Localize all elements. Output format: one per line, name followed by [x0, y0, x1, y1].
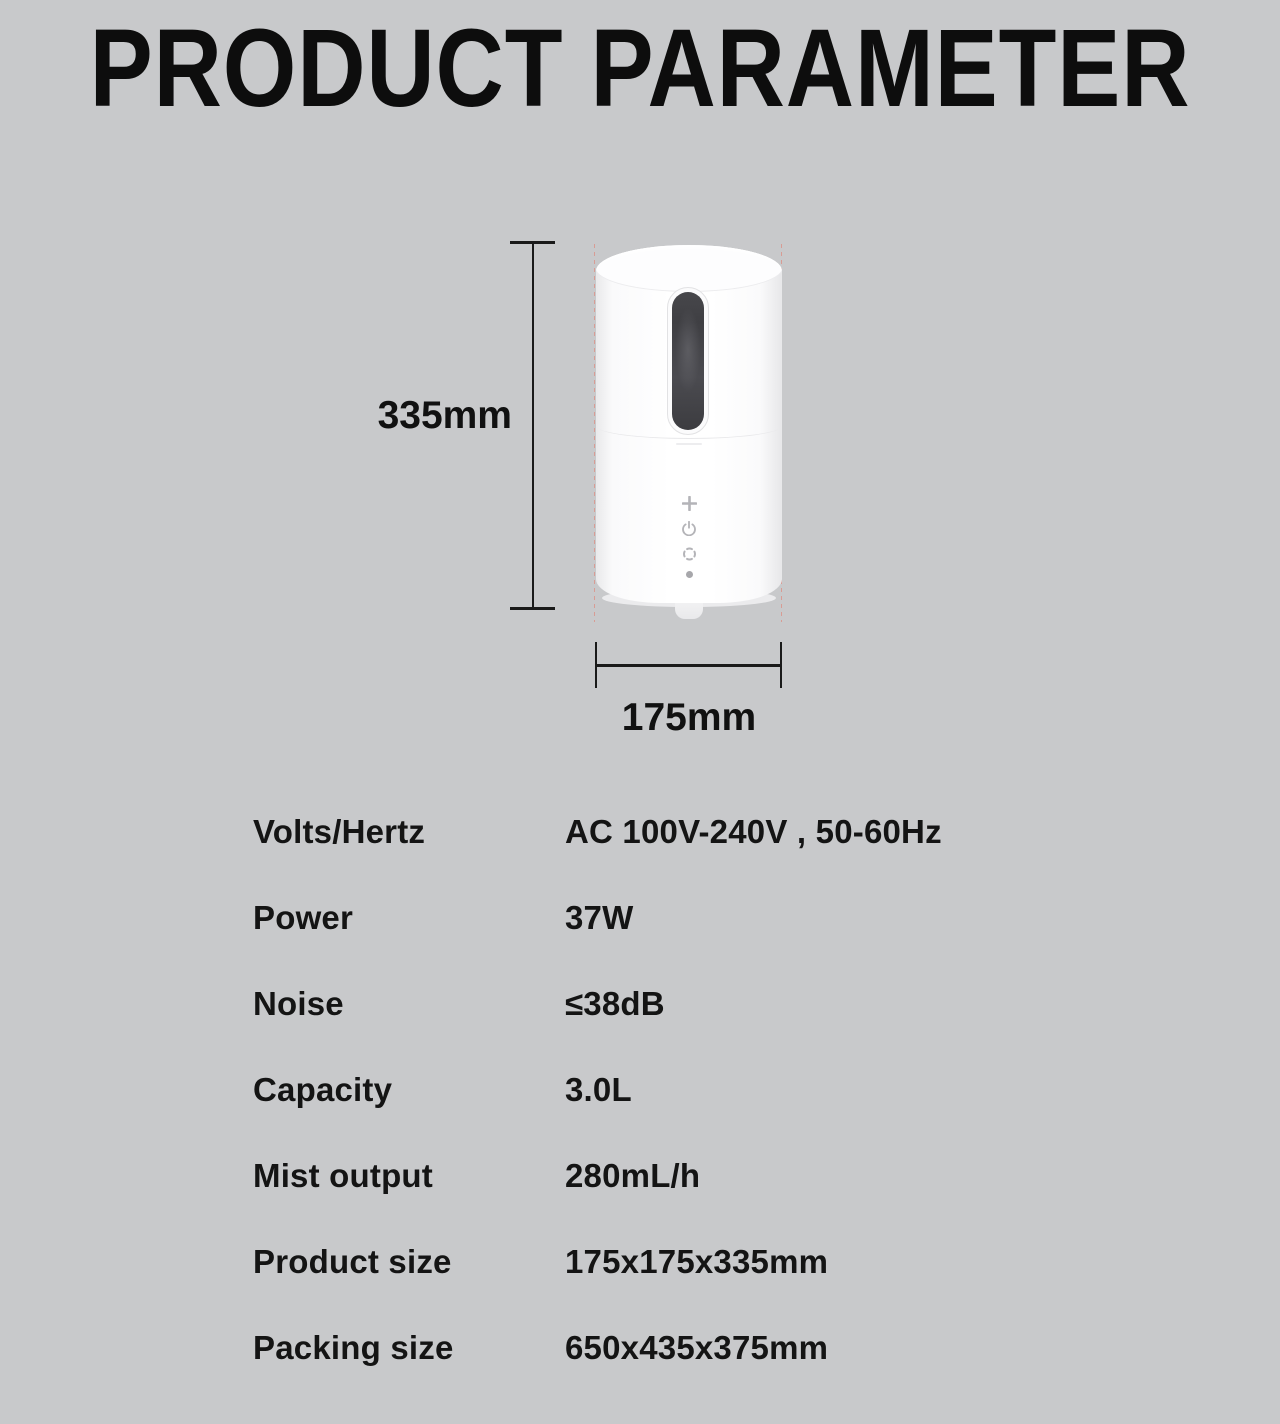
spec-value-volts-hertz: AC 100V-240V , 50-60Hz: [565, 813, 942, 850]
spec-label-product-size: Product size: [253, 1243, 452, 1280]
spec-label-power: Power: [253, 899, 354, 936]
spec-value-noise: ≤38dB: [565, 985, 665, 1022]
spec-label-packing-size: Packing size: [253, 1329, 454, 1366]
spec-label-noise: Noise: [253, 985, 344, 1022]
spec-value-mist-output: 280mL/h: [565, 1157, 701, 1194]
extent-line-left: [594, 244, 595, 622]
spec-label-mist-output: Mist output: [253, 1157, 433, 1194]
spec-label-capacity: Capacity: [253, 1071, 393, 1108]
spec-value-packing-size: 650x435x375mm: [565, 1329, 829, 1366]
spec-row-capacity: [253, 1047, 1063, 1133]
height-dimension-cap-bottom: [510, 607, 555, 610]
spec-row-mist-output: [253, 1133, 1063, 1219]
width-dimension-label: 175mm: [621, 696, 757, 739]
spec-value-capacity: 3.0L: [565, 1071, 632, 1108]
height-dimension-line: [532, 243, 534, 609]
spec-label-volts-hertz: Volts/Hertz: [253, 813, 426, 850]
spec-value-product-size: 175x175x335mm: [565, 1243, 829, 1280]
spec-row-product-size: [253, 1219, 1063, 1305]
device-top-surface: [596, 245, 782, 292]
power-icon: [681, 521, 697, 536]
mist-mode-icon: [682, 547, 697, 561]
body-seam-notch: [676, 443, 702, 445]
water-level-window: [672, 292, 704, 430]
width-dimension-cap-right: [780, 642, 782, 688]
spec-table: [253, 789, 1063, 1391]
control-panel: [596, 496, 782, 578]
page-title: PRODUCT PARAMETER: [89, 7, 1191, 130]
spec-row-noise: [253, 961, 1063, 1047]
indicator-dot: [686, 571, 693, 578]
humidifier-illustration: [596, 245, 782, 603]
spec-row-volts-hertz: [253, 789, 1063, 875]
spec-value-power: 37W: [565, 899, 634, 936]
spec-row-packing-size: [253, 1305, 1063, 1391]
width-dimension-line: [596, 664, 781, 667]
spec-row-power: [253, 875, 1063, 961]
plus-icon: [682, 496, 697, 511]
height-dimension-label: 335mm: [377, 394, 512, 437]
body-seam-line: [596, 413, 782, 439]
